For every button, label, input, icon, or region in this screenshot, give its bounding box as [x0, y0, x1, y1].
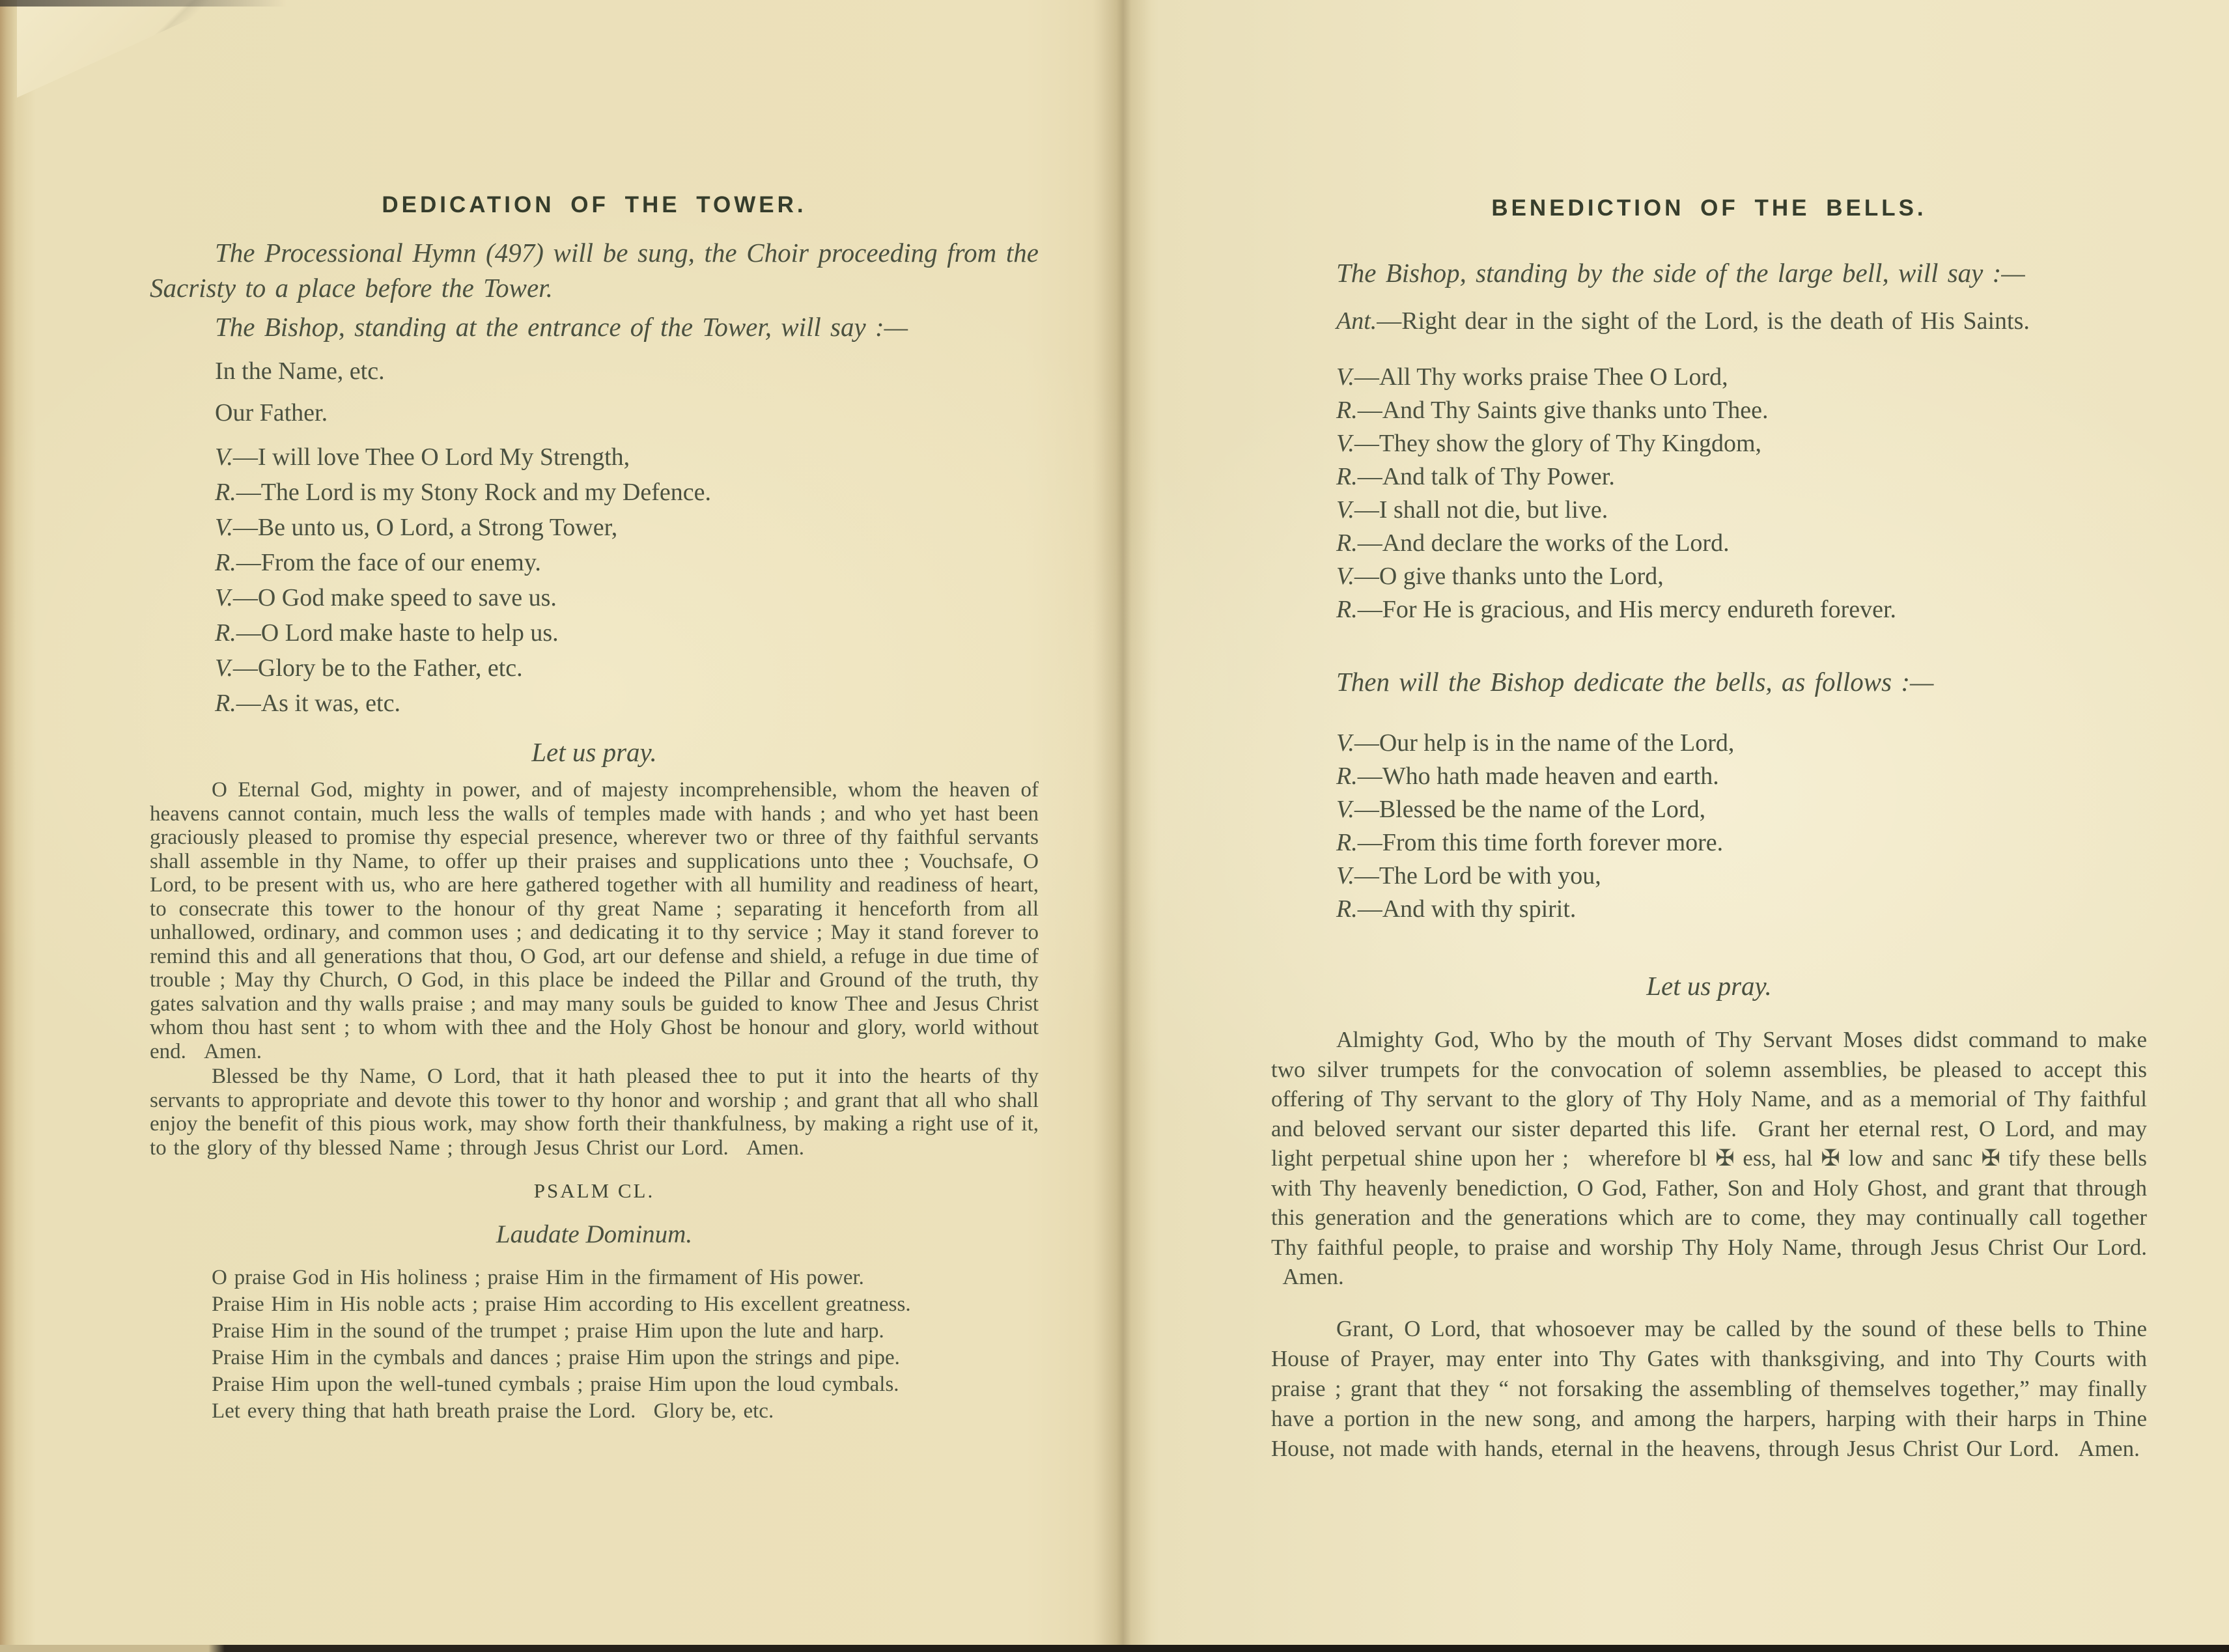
versicle-label: V. [1336, 563, 1354, 590]
versicle-line [1271, 893, 2147, 926]
versicle-line [1271, 760, 2147, 793]
versicle-line [1271, 860, 2147, 893]
psalm-verse: Praise Him in the sound of the trumpet ; praise Him upon the lute and harp. [212, 1319, 884, 1343]
versicle-label: V. [215, 443, 233, 471]
psalm-verses [150, 1266, 1039, 1423]
let-us-pray-heading: Let us pray. [1646, 971, 1772, 1001]
versicles-benediction [1271, 361, 2147, 626]
versicle-label: R. [1336, 529, 1358, 557]
prayer-paragraph: Blessed be thy Name, O Lord, that it hath pleased thee to put it into the hearts of thy servants to appropriate and devote this tower to thy honor and worship ; and grant that all who shall enjoy the benefit of this pious work, may show forth their thankfulness, by making a right use of it, to the glory of thy blessed Name ; through Jesus Christ our Lord. Amen. [150, 1065, 1039, 1160]
versicle-line [1271, 593, 2147, 626]
versicle-text: —The Lord is my Stony Rock and my Defence. [236, 479, 711, 506]
book-gutter [1093, 0, 1151, 1652]
versicle-label: R. [1336, 829, 1358, 856]
versicle-line [150, 475, 1039, 510]
versicle-text: —I shall not die, but live. [1354, 496, 1608, 524]
versicle-text: —I will love Thee O Lord My Strength, [232, 443, 630, 471]
versicle-label: V. [1336, 430, 1354, 457]
opening-line: Our Father. [215, 399, 328, 427]
versicle-line [1271, 494, 2147, 527]
versicle-label: V. [1336, 862, 1354, 889]
versicle-label: R. [1336, 596, 1358, 623]
versicle-line [150, 615, 1039, 651]
versicle-label: R. [1336, 895, 1358, 923]
psalm-verse: Praise Him in the cymbals and dances ; praise Him upon the strings and pipe. [212, 1346, 900, 1369]
page-corner-fold [17, 0, 232, 98]
versicle-line [1271, 727, 2147, 760]
psalm-subheading: Laudate Dominum. [496, 1220, 693, 1248]
prayer-paragraph: Almighty God, Who by the mouth of Thy Servant Moses didst command to make two silver trumpets for the convocation of solemn assemblies, be pleased to accept this offering of Thy servant to the glory of Thy Holy Name, and as a memorial of Thy faithful and beloved servant our sister departed this life. Grant her eternal rest, O Lord, and may light perpetual shine upon her ; wherefore bl ✠ ess, hal ✠ low and sanc ✠ tify these bells with Thy heavenly benediction, O God, Father, Son and Holy Ghost, and grant that through this generation and the generations which are to come, they may continually call together Thy faithful people, to praise and worship Thy Holy Name, through Jesus Christ Our Lord. Amen. [1271, 1027, 2147, 1289]
versicle-text: —As it was, etc. [236, 690, 400, 717]
versicle-line [1271, 527, 2147, 560]
versicle-label: R. [215, 549, 236, 576]
prayer-paragraph: O Eternal God, mighty in power, and of majesty incomprehensible, whom the heaven of heavens cannot contain, much less the walls of temples made with hands ; and who yet hast been graciously pleased to promise thy especial presence, wherever two or three of thy faithful servants shall assemble in thy Name, to offer up their praises and supplications unto thee ; Vouchsafe, O Lord, to be present with us, who are here gathered together with all humility and readiness of heart, to consecrate this tower to the honour of thy great Name ; separating it henceforth from all unhallowed, ordinary, and common uses ; and dedicating it to thy service ; May it stand forever to remind this and all generations that thou, O God, art our defense and shield, a refuge in due time of trouble ; May thy Church, O God, in this place be indeed the Pillar and Ground of the truth, thy gates salvation and thy walls praise ; and may many souls be guided to know Thee and Jesus Christ whom thou hast sent ; to whom with thee and the Holy Ghost be honour and glory, world without end. Amen. [150, 778, 1039, 1063]
versicle-line [1271, 460, 2147, 494]
psalm-verse: O praise God in His holiness ; praise Him in the firmament of His power. [212, 1266, 864, 1289]
psalm-verse: Praise Him upon the well-tuned cymbals ; praise Him upon the loud cymbals. [212, 1373, 899, 1396]
versicle-text: —They show the glory of Thy Kingdom, [1354, 430, 1762, 457]
versicle-text: —From this time forth forever more. [1357, 829, 1724, 856]
versicle-label: R. [215, 479, 236, 506]
versicle-line [1271, 560, 2147, 593]
versicle-line [1271, 394, 2147, 427]
versicles-dedication-of-bells [1271, 727, 2147, 926]
versicle-label: V. [215, 514, 233, 541]
page-dedication-of-the-tower [150, 192, 1039, 1423]
versicle-text: —Blessed be the name of the Lord, [1354, 796, 1706, 823]
versicle-label: R. [215, 619, 236, 647]
versicle-line [150, 651, 1039, 686]
page-title: DEDICATION OF THE TOWER. [382, 192, 807, 217]
versicle-line [150, 580, 1039, 615]
versicle-text: —And Thy Saints give thanks unto Thee. [1357, 397, 1769, 424]
versicle-text: —All Thy works praise Thee O Lord, [1354, 363, 1728, 391]
versicle-text: —O give thanks unto the Lord, [1354, 563, 1664, 590]
versicle-line [150, 510, 1039, 545]
versicle-text: —And with thy spirit. [1357, 895, 1577, 923]
versicle-label: V. [215, 584, 233, 611]
versicle-text: —Glory be to the Father, etc. [232, 654, 523, 682]
psalm-verse: Praise Him in His noble acts ; praise Him according to His excellent greatness. [212, 1293, 911, 1316]
versicle-line [150, 440, 1039, 475]
versicle-label: V. [215, 654, 233, 682]
versicle-line [1271, 793, 2147, 826]
scan-edge-bottom [0, 1645, 2229, 1652]
versicle-text: —Our help is in the name of the Lord, [1354, 729, 1735, 757]
page-title: BENEDICTION OF THE BELLS. [1491, 195, 1927, 221]
psalm-verse: Let every thing that hath breath praise the Lord. Glory be, etc. [212, 1399, 774, 1423]
rubric-bishop-bell: The Bishop, standing by the side of the large bell, will say :— [1336, 258, 2025, 288]
versicle-label: V. [1336, 796, 1354, 823]
versicle-text: —O God make speed to save us. [232, 584, 557, 611]
antiphon-text: —Right dear in the sight of the Lord, is the death of His Saints. [1377, 307, 2030, 335]
versicle-line [1271, 826, 2147, 860]
rubric-processional-hymn: The Processional Hymn (497) will be sung, the Choir proceeding from the Sacristy to a place before the Tower. [150, 238, 1039, 303]
versicle-text: —O Lord make haste to help us. [236, 619, 559, 647]
versicle-text: —For He is gracious, and His mercy endureth forever. [1357, 596, 1897, 623]
versicle-label: V. [1336, 363, 1354, 391]
versicle-text: —And talk of Thy Power. [1357, 463, 1615, 490]
versicle-text: —The Lord be with you, [1354, 862, 1601, 889]
versicle-text: —Be unto us, O Lord, a Strong Tower, [232, 514, 618, 541]
rubric-dedicate-bells: Then will the Bishop dedicate the bells, as follows :— [1336, 667, 1934, 697]
versicle-label: V. [1336, 729, 1354, 757]
antiphon-line [1271, 305, 2147, 337]
antiphon-label: Ant. [1336, 307, 1377, 335]
versicle-text: —From the face of our enemy. [236, 549, 541, 576]
versicle-label: R. [1336, 763, 1358, 790]
versicle-line [150, 545, 1039, 580]
versicles-dedication [150, 440, 1039, 721]
versicle-line [1271, 427, 2147, 460]
page-benediction-of-the-bells [1271, 195, 2147, 1464]
versicle-text: —And declare the works of the Lord. [1357, 529, 1730, 557]
versicle-label: R. [1336, 463, 1358, 490]
versicle-label: V. [1336, 496, 1354, 524]
versicle-label: R. [215, 690, 236, 717]
psalm-heading: PSALM CL. [533, 1179, 655, 1202]
rubric-bishop-entrance: The Bishop, standing at the entrance of the Tower, will say :— [215, 312, 908, 342]
versicle-text: —Who hath made heaven and earth. [1357, 763, 1719, 790]
versicle-line [1271, 361, 2147, 394]
versicle-label: R. [1336, 397, 1358, 424]
versicle-line [150, 686, 1039, 721]
let-us-pray-heading: Let us pray. [531, 737, 657, 767]
opening-line: In the Name, etc. [215, 357, 385, 385]
prayer-paragraph: Grant, O Lord, that whosoever may be called by the sound of these bells to Thine House of Prayer, may enter into Thy Gates with thanksgiving, and into Thy Courts with praise ; grant that they “ not forsaking the assembling of themselves together,” may finally have a portion in the new song, and among the harpers, harping with their harps in Thine House, not made with hands, eternal in the heavens, through Jesus Christ Our Lord. Amen. [1271, 1315, 2147, 1461]
scan-edge-top [0, 0, 287, 7]
